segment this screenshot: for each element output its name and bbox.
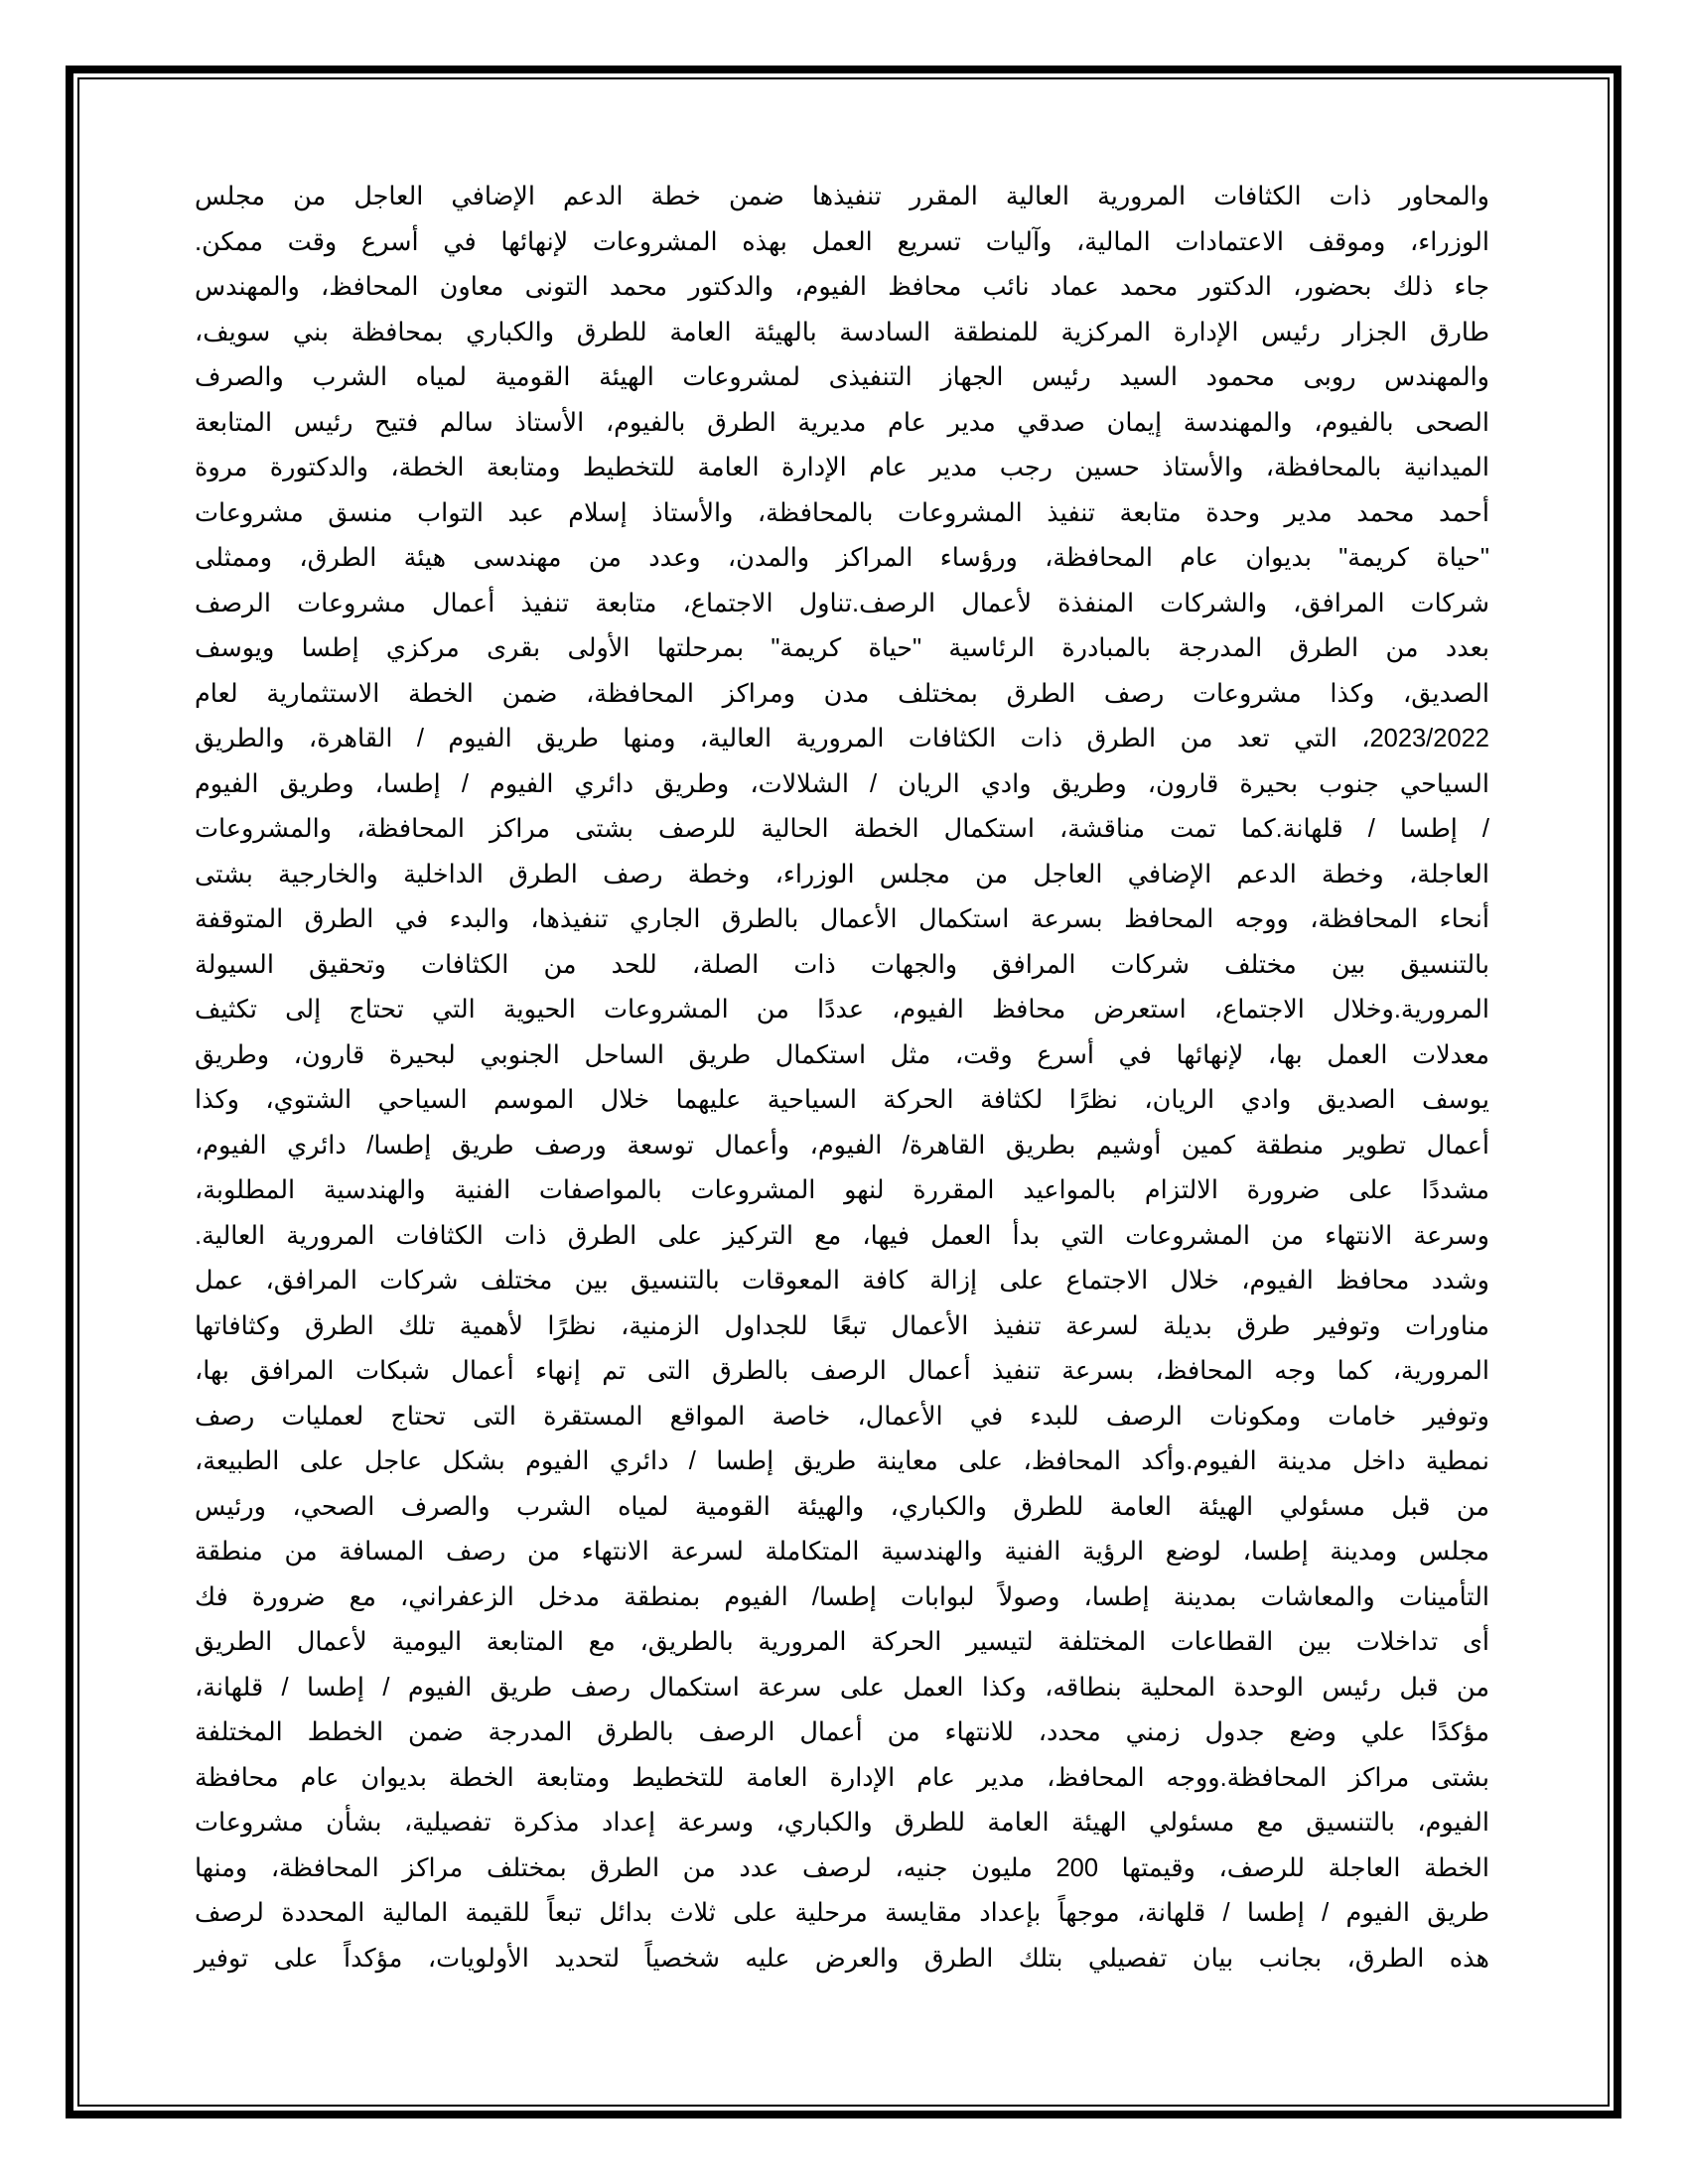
text-line: / إطسا / قلهانة.كما تمت مناقشة، استكمال الخطة الحالية للرصف بشتى مراكز المحافظة، والمشروعات	[195, 815, 1489, 843]
text-line: نمطية داخل مدينة الفيوم.وأكد المحافظ، على معاينة طريق إطسا / دائري الفيوم بشكل عاجل على الطبيعة،	[195, 1447, 1489, 1475]
text-line: المرورية، كما وجه المحافظ، بسرعة تنفيذ أعمال الرصف بالطرق التى تم إنهاء أعمال شبكات المرافق بها،	[195, 1357, 1489, 1385]
text-line: والمحاور ذات الكثافات المرورية العالية المقرر تنفيذها ضمن خطة الدعم الإضافي العاجل من مجلس	[195, 183, 1489, 210]
text-line: هذه الطرق، بجانب بيان تفصيلي بتلك الطرق والعرض عليه شخصياً لتحديد الأولويات، مؤكداً على توفير	[195, 1944, 1489, 1973]
text-line: أعمال تطوير منطقة كمين أوشيم بطريق القاهرة/ الفيوم، وأعمال توسعة ورصف طريق إطسا/ دائري الفيوم،	[195, 1131, 1489, 1160]
text-line: بعدد من الطرق المدرجة بالمبادرة الرئاسية "حياة كريمة" بمرحلتها الأولى بقرى مركزي إطسا ويوسف	[195, 634, 1489, 662]
text-line: من قبل مسئولي الهيئة العامة للطرق والكباري، والهيئة القومية لمياه الشرب والصرف الصحي، ورئيس	[195, 1492, 1489, 1521]
text-line: "حياة كريمة" بديوان عام المحافظة، ورؤساء المراكز والمدن، وعدد من مهندسى هيئة الطرق، وممثلى	[195, 544, 1489, 572]
text-line: الفيوم، بالتنسيق مع مسئولي الهيئة العامة للطرق والكباري، وسرعة إعداد مذكرة تفصيلية، بشأن مشروعات	[195, 1809, 1489, 1837]
text-line: طريق الفيوم / إطسا / قلهانة، موجهاً بإعداد مقايسة مرحلية على ثلاث بدائل تبعاً للقيمة المالية المحددة لرصف	[195, 1899, 1489, 1927]
text-line: معدلات العمل بها، لإنهائها في أسرع وقت، مثل استكمال طريق الساحل الجنوبي لبحيرة قارون، وطريق	[195, 1040, 1489, 1069]
text-line: مجلس ومدينة إطسا، لوضع الرؤية الفنية والهندسية المتكاملة لسرعة الانتهاء من رصف المسافة من منطقة	[195, 1538, 1489, 1566]
text-line: 2023/2022، التي تعد من الطرق ذات الكثافات المرورية العالية، ومنها طريق الفيوم / القاهرة، والطريق	[195, 725, 1489, 752]
text-line: العاجلة، وخطة الدعم الإضافي العاجل من مجلس الوزراء، وخطة رصف الطرق الداخلية والخارجية بشتى	[195, 860, 1489, 888]
text-line: بشتى مراكز المحافظة.ووجه المحافظ، مدير عام الإدارة العامة للتخطيط ومتابعة الخطة بديوان عام محافظة	[195, 1763, 1489, 1792]
text-line: الخطة العاجلة للرصف، وقيمتها 200 مليون جنيه، لرصف عدد من الطرق بمختلف مراكز المحافظة، ومنها	[195, 1853, 1489, 1882]
text-line: شركات المرافق، والشركات المنفذة لأعمال الرصف.تناول الاجتماع، متابعة تنفيذ أعمال مشروعات الرصف	[195, 589, 1489, 617]
text-line: بالتنسيق بين مختلف شركات المرافق والجهات ذات الصلة، للحد من الكثافات وتحقيق السيولة	[195, 950, 1489, 979]
text-line: مؤكدًا علي وضع جدول زمني محدد، للانتهاء من أعمال الرصف بالطرق المدرجة ضمن الخطط المختلفة	[195, 1718, 1489, 1746]
article-body	[195, 175, 1489, 1981]
text-line: وسرعة الانتهاء من المشروعات التي بدأ العمل فيها، مع التركيز على الطرق ذات الكثافات المرورية العالية.	[195, 1221, 1489, 1250]
text-line: الميدانية بالمحافظة، والأستاذ حسين رجب مدير عام الإدارة العامة للتخطيط ومتابعة الخطة، والدكتورة مروة	[195, 454, 1489, 481]
text-line: السياحي جنوب بحيرة قارون، وطريق وادي الريان / الشلالات، وطريق دائري الفيوم / إطسا، وطريق الفيوم	[195, 769, 1489, 798]
text-line: طارق الجزار رئيس الإدارة المركزية للمنطقة السادسة بالهيئة العامة للطرق والكباري بمحافظة بني سويف،	[195, 318, 1489, 346]
text-line: أنحاء المحافظة، ووجه المحافظ بسرعة استكمال الأعمال بالطرق الجاري تنفيذها، والبدء في الطرق المتوقفة	[195, 905, 1489, 933]
text-line: وتوفير خامات ومكونات الرصف للبدء في الأعمال، خاصة المواقع المستقرة التى تحتاج لعمليات رصف	[195, 1402, 1489, 1431]
text-line: من قبل رئيس الوحدة المحلية بنطاقه، وكذا العمل على سرعة استكمال رصف طريق الفيوم / إطسا / قلهانة،	[195, 1673, 1489, 1702]
text-line: وشدد محافظ الفيوم، خلال الاجتماع على إزالة كافة المعوقات بالتنسيق بين مختلف شركات المرافق، عمل	[195, 1267, 1489, 1295]
text-line: المرورية.وخلال الاجتماع، استعرض محافظ الفيوم، عددًا من المشروعات الحيوية التي تحتاج إلى تكثيف	[195, 996, 1489, 1024]
text-line: يوسف الصديق وادي الريان، نظرًا لكثافة الحركة السياحية عليهما خلال الموسم السياحي الشتوي، وكذا	[195, 1086, 1489, 1114]
text-line: جاء ذلك بحضور، الدكتور محمد عماد نائب محافظ الفيوم، والدكتور محمد التونى معاون المحافظ، والمهندس	[195, 273, 1489, 301]
text-line: مشددًا على ضرورة الالتزام بالمواعيد المقررة لنهو المشروعات بالمواصفات الفنية والهندسية المطلوبة،	[195, 1176, 1489, 1204]
text-line: الصحى بالفيوم، والمهندسة إيمان صدقي مدير عام مديرية الطرق بالفيوم، الأستاذ سالم فتيح رئيس المتابعة	[195, 408, 1489, 437]
text-line: التأمينات والمعاشات بمدينة إطسا، وصولاً لبوابات إطسا/ الفيوم بمنطقة مدخل الزعفراني، مع ضرورة فك	[195, 1582, 1489, 1611]
text-line: مناورات وتوفير طرق بديلة لسرعة تنفيذ الأعمال تبعًا للجداول الزمنية، نظرًا لأهمية تلك الطرق وكثافاتها	[195, 1311, 1489, 1340]
text-line: الوزراء، وموقف الاعتمادات المالية، وآليات تسريع العمل بهذه المشروعات لإنهائها في أسرع وقت ممكن.	[195, 227, 1489, 256]
text-line: والمهندس روبى محمود السيد رئيس الجهاز التنفيذى لمشروعات الهيئة القومية لمياه الشرب والصرف	[195, 363, 1489, 391]
text-line: الصديق، وكذا مشروعات رصف الطرق بمختلف مدن ومراكز المحافظة، ضمن الخطة الاستثمارية لعام	[195, 679, 1489, 708]
text-line: أى تداخلات بين القطاعات المختلفة لتيسير الحركة المرورية بالطريق، مع المتابعة اليومية لأعمال الطريق	[195, 1628, 1489, 1656]
text-line: أحمد محمد مدير وحدة متابعة تنفيذ المشروعات بالمحافظة، والأستاذ إسلام عبد التواب منسق مشروعات	[195, 498, 1489, 527]
